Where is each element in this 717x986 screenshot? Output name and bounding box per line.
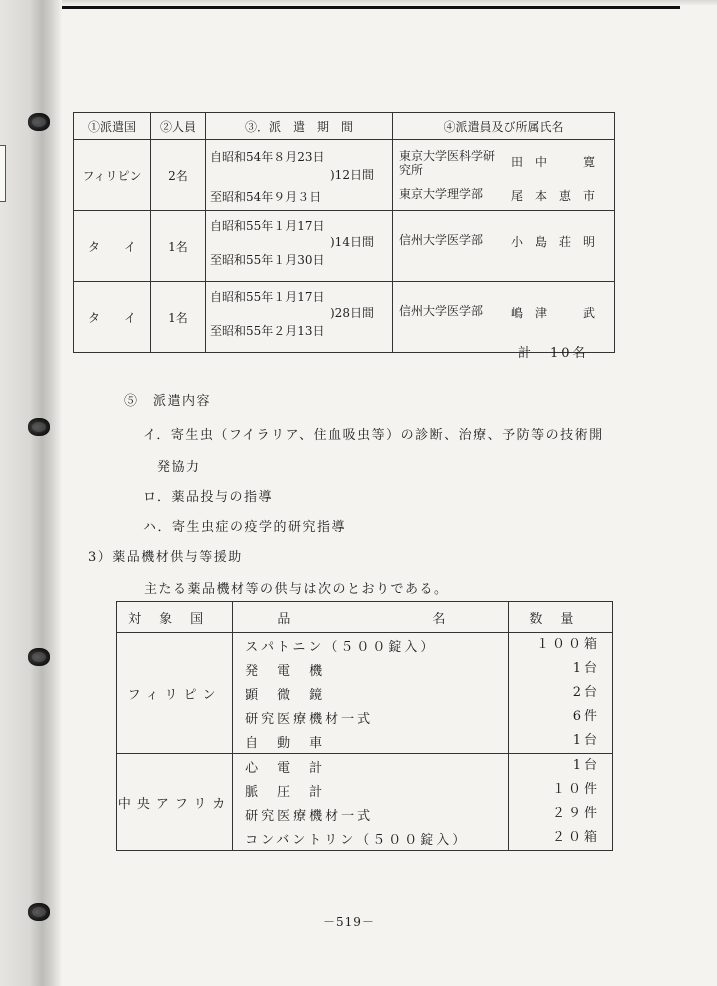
staff-line xyxy=(399,304,607,321)
item-name: 研究医療機材一式 xyxy=(245,808,374,824)
persons-cell: 1名 xyxy=(151,282,206,353)
item-quantity: ２９件 xyxy=(551,806,600,821)
page-number: －519－ xyxy=(323,915,375,929)
list-item xyxy=(233,657,508,681)
country-cell: 中央アフリカ xyxy=(117,754,233,851)
list-item xyxy=(233,681,508,705)
header-target-country: 対象国 xyxy=(117,602,233,633)
item-quantity: １００箱 xyxy=(535,637,600,652)
list-item xyxy=(233,826,508,850)
quantity-cell xyxy=(508,633,612,754)
section3-heading: 3）薬品機材供与等援助 xyxy=(88,550,243,565)
staff-affiliation: 東京大学理学部 xyxy=(399,187,484,201)
item-quantity: 1台 xyxy=(572,733,600,748)
dispatch-table xyxy=(73,112,615,353)
staff-name: 尾本恵市 xyxy=(510,189,607,203)
period-cell xyxy=(206,282,393,353)
items-cell xyxy=(233,633,509,754)
items-cell xyxy=(233,754,509,851)
period-block xyxy=(206,211,392,281)
dispatch-table-header xyxy=(74,113,615,140)
period-days: )12日間 xyxy=(330,168,374,182)
table-row xyxy=(74,211,615,282)
period-days: )28日間 xyxy=(330,306,374,320)
staff-affiliation: 東京大学医科学研究所 xyxy=(399,149,496,177)
list-item xyxy=(233,778,508,802)
dispatch-total: 計 10名 xyxy=(518,346,589,361)
period-cell xyxy=(206,140,393,211)
dispatch-content-heading: ⑤ 派遣内容 xyxy=(124,394,212,409)
item-name: 研究医療機材一式 xyxy=(245,711,374,727)
dispatch-item-ha: ハ．寄生虫症の疫学的研究指導 xyxy=(143,520,347,535)
period-to: 至昭和54年９月３日 xyxy=(210,190,322,204)
item-quantity: ２０箱 xyxy=(551,830,600,845)
country-cell: フィリピン xyxy=(74,140,151,211)
table-row xyxy=(117,754,613,851)
supply-table-header xyxy=(117,602,613,633)
staff-line xyxy=(399,233,607,250)
persons-cell: 1名 xyxy=(151,211,206,282)
period-to: 至昭和55年２月13日 xyxy=(210,324,325,338)
binder-ring-icon xyxy=(28,648,50,666)
country-cell: タ イ xyxy=(74,282,151,353)
header-persons: ②人員 xyxy=(151,113,206,140)
binding-spine xyxy=(0,0,62,986)
period-to: 至昭和55年１月30日 xyxy=(210,253,325,267)
item-list xyxy=(233,633,508,753)
item-quantity: 2台 xyxy=(572,685,600,700)
item-name: スパトニン（５００錠入） xyxy=(245,639,437,655)
list-item xyxy=(233,633,508,657)
staff-name: 小島荘明 xyxy=(510,235,607,249)
page-top-rule xyxy=(60,6,680,9)
country-cell: タ イ xyxy=(74,211,151,282)
item-name: 脈 圧 計 xyxy=(245,784,326,800)
dispatch-item-ro: ロ．薬品投与の指導 xyxy=(143,490,273,505)
binder-ring-icon xyxy=(28,903,50,921)
item-name: コンバントリン（５００錠入） xyxy=(245,832,469,848)
country-cell: フィリピン xyxy=(117,633,233,754)
period-block xyxy=(206,282,392,352)
item-list xyxy=(233,754,508,850)
quantity-cell xyxy=(508,754,612,851)
dispatch-item-i: イ．寄生虫（フイラリア、住血吸虫等）の診断、治療、予防等の技術開 xyxy=(143,428,604,443)
list-item xyxy=(233,754,508,778)
header-country: ①派遣国 xyxy=(74,113,151,140)
list-item xyxy=(233,802,508,826)
period-days: )14日間 xyxy=(330,235,374,249)
persons-cell: 2名 xyxy=(151,140,206,211)
item-quantity: 1台 xyxy=(572,661,600,676)
header-staff: ④派遣員及び所属氏名 xyxy=(393,113,615,140)
staff-line xyxy=(399,149,607,177)
header-quantity: 数量 xyxy=(508,602,612,633)
item-name: 顕 微 鏡 xyxy=(245,687,326,703)
list-item xyxy=(233,705,508,729)
dispatch-item-i-cont: 発協力 xyxy=(157,460,201,475)
table-row xyxy=(117,633,613,754)
staff-name: 嶋津 武 xyxy=(510,306,607,320)
period-from: 自昭和55年１月17日 xyxy=(210,290,325,304)
period-from: 自昭和55年１月17日 xyxy=(210,219,325,233)
period-block xyxy=(206,140,392,210)
staff-block xyxy=(393,140,614,210)
staff-affiliation: 信州大学医学部 xyxy=(399,233,484,247)
period-from: 自昭和54年８月23日 xyxy=(210,150,325,164)
staff-affiliation: 信州大学医学部 xyxy=(399,304,484,318)
staff-cell xyxy=(393,211,615,282)
binding-tab xyxy=(0,145,6,202)
staff-line xyxy=(399,187,607,204)
item-name: 心 電 計 xyxy=(245,760,326,776)
binder-ring-icon xyxy=(28,418,50,436)
item-quantity: 1台 xyxy=(572,758,600,773)
section3-intro: 主たる薬品機材等の供与は次のとおりである。 xyxy=(144,582,449,597)
header-item-name: 品 名 xyxy=(233,602,509,633)
period-cell xyxy=(206,211,393,282)
item-name: 発 電 機 xyxy=(245,663,326,679)
header-period: ③．派 遣 期 間 xyxy=(206,113,393,140)
item-name: 自 動 車 xyxy=(245,735,326,751)
supply-table xyxy=(116,601,613,851)
item-quantity: 6件 xyxy=(572,709,600,724)
item-quantity: １０件 xyxy=(551,782,600,797)
staff-block xyxy=(393,211,614,281)
staff-name: 田中 寛 xyxy=(510,155,607,169)
staff-cell xyxy=(393,140,615,211)
table-row xyxy=(74,140,615,211)
list-item xyxy=(233,729,508,753)
binder-ring-icon xyxy=(28,113,50,131)
